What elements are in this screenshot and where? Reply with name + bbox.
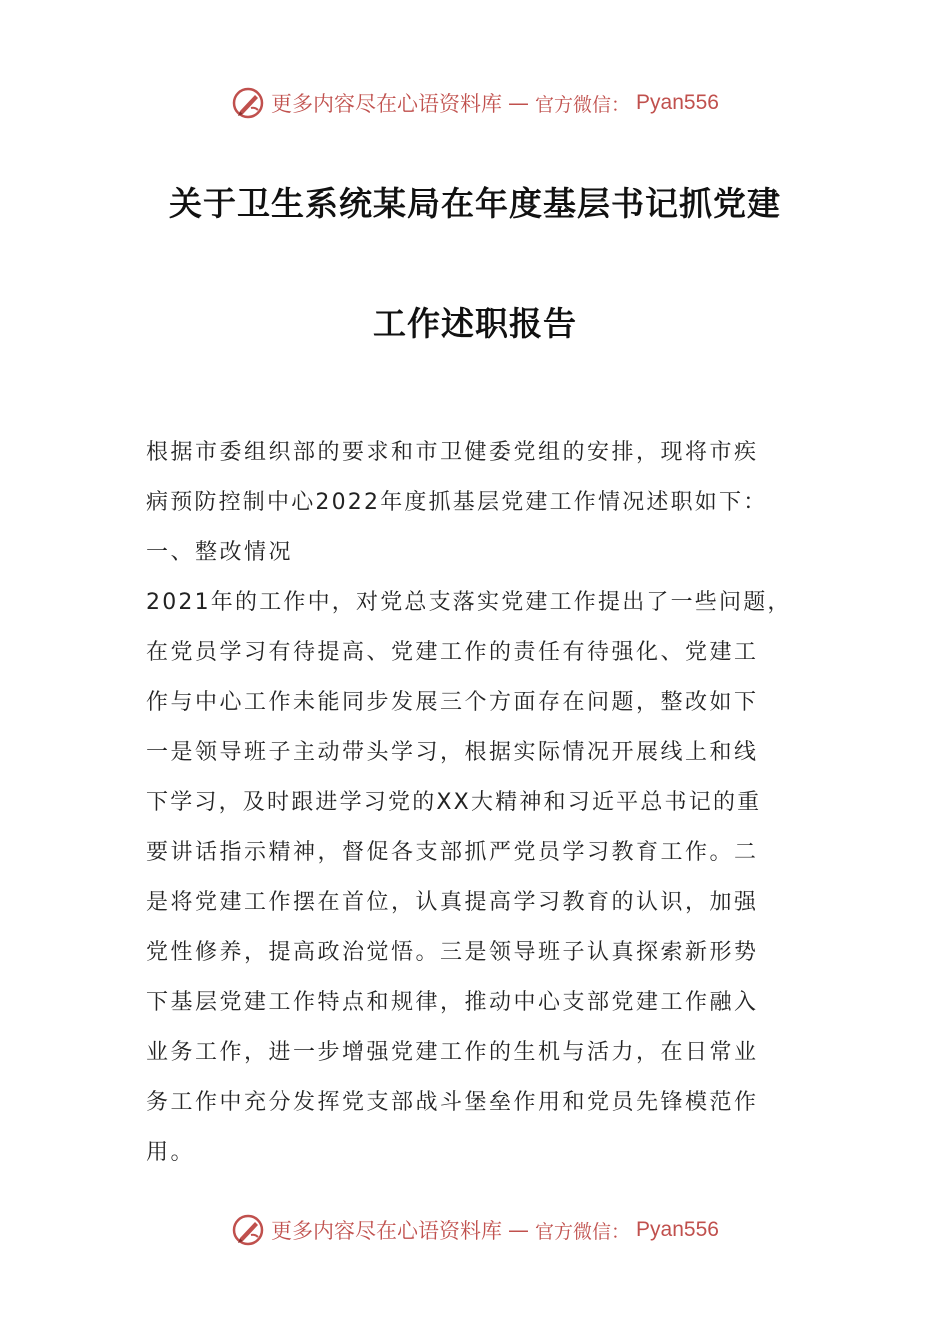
watermark-wechat-id: Pyan556	[636, 91, 719, 114]
pen-logo-icon	[231, 1213, 265, 1247]
body-line: 是将党建工作摆在首位，认真提高学习教育的认识，加强	[146, 890, 759, 915]
body-line: 2021年的工作中，对党总支落实党建工作提出了一些问题，	[146, 590, 792, 615]
body-line: 下学习，及时跟进学习党的XX大精神和习近平总书记的重	[146, 790, 762, 815]
section-heading: 一、整改情况	[146, 540, 294, 565]
watermark-banner-top	[0, 83, 950, 123]
watermark-dash: —	[508, 1218, 530, 1242]
body-line: 根据市委组织部的要求和市卫健委党组的安排，现将市疾	[146, 440, 759, 465]
body-line: 党性修养，提高政治觉悟。三是领导班子认真探索新形势	[146, 940, 759, 965]
watermark-text: 更多内容尽在心语资料库	[271, 1219, 503, 1243]
watermark-banner-bottom	[0, 1210, 950, 1250]
body-line: 下基层党建工作特点和规律，推动中心支部党建工作融入	[146, 990, 759, 1015]
body-line: 病预防控制中心2022年度抓基层党建工作情况述职如下：	[146, 490, 768, 515]
watermark-dash: —	[508, 91, 530, 115]
body-line: 业务工作，进一步增强党建工作的生机与活力，在日常业	[146, 1040, 759, 1065]
watermark-label: 官方微信：	[535, 93, 631, 116]
body-line: 作与中心工作未能同步发展三个方面存在问题，整改如下	[146, 690, 759, 715]
body-line: 务工作中充分发挥党支部战斗堡垒作用和党员先锋模范作	[146, 1090, 759, 1115]
body-line: 用。	[146, 1140, 196, 1165]
watermark-label: 官方微信：	[535, 1220, 631, 1243]
body-line: 一是领导班子主动带头学习，根据实际情况开展线上和线	[146, 740, 759, 765]
document-body	[146, 428, 830, 1178]
watermark-text: 更多内容尽在心语资料库	[271, 92, 503, 116]
body-line: 在党员学习有待提高、党建工作的责任有待强化、党建工	[146, 640, 759, 665]
document-title-line-2: 工作述职报告	[373, 304, 577, 343]
document-title-line-1: 关于卫生系统某局在年度基层书记抓党建	[169, 184, 781, 223]
watermark-wechat-id: Pyan556	[636, 1218, 719, 1241]
body-line: 要讲话指示精神，督促各支部抓严党员学习教育工作。二	[146, 840, 759, 865]
pen-logo-icon	[231, 86, 265, 120]
